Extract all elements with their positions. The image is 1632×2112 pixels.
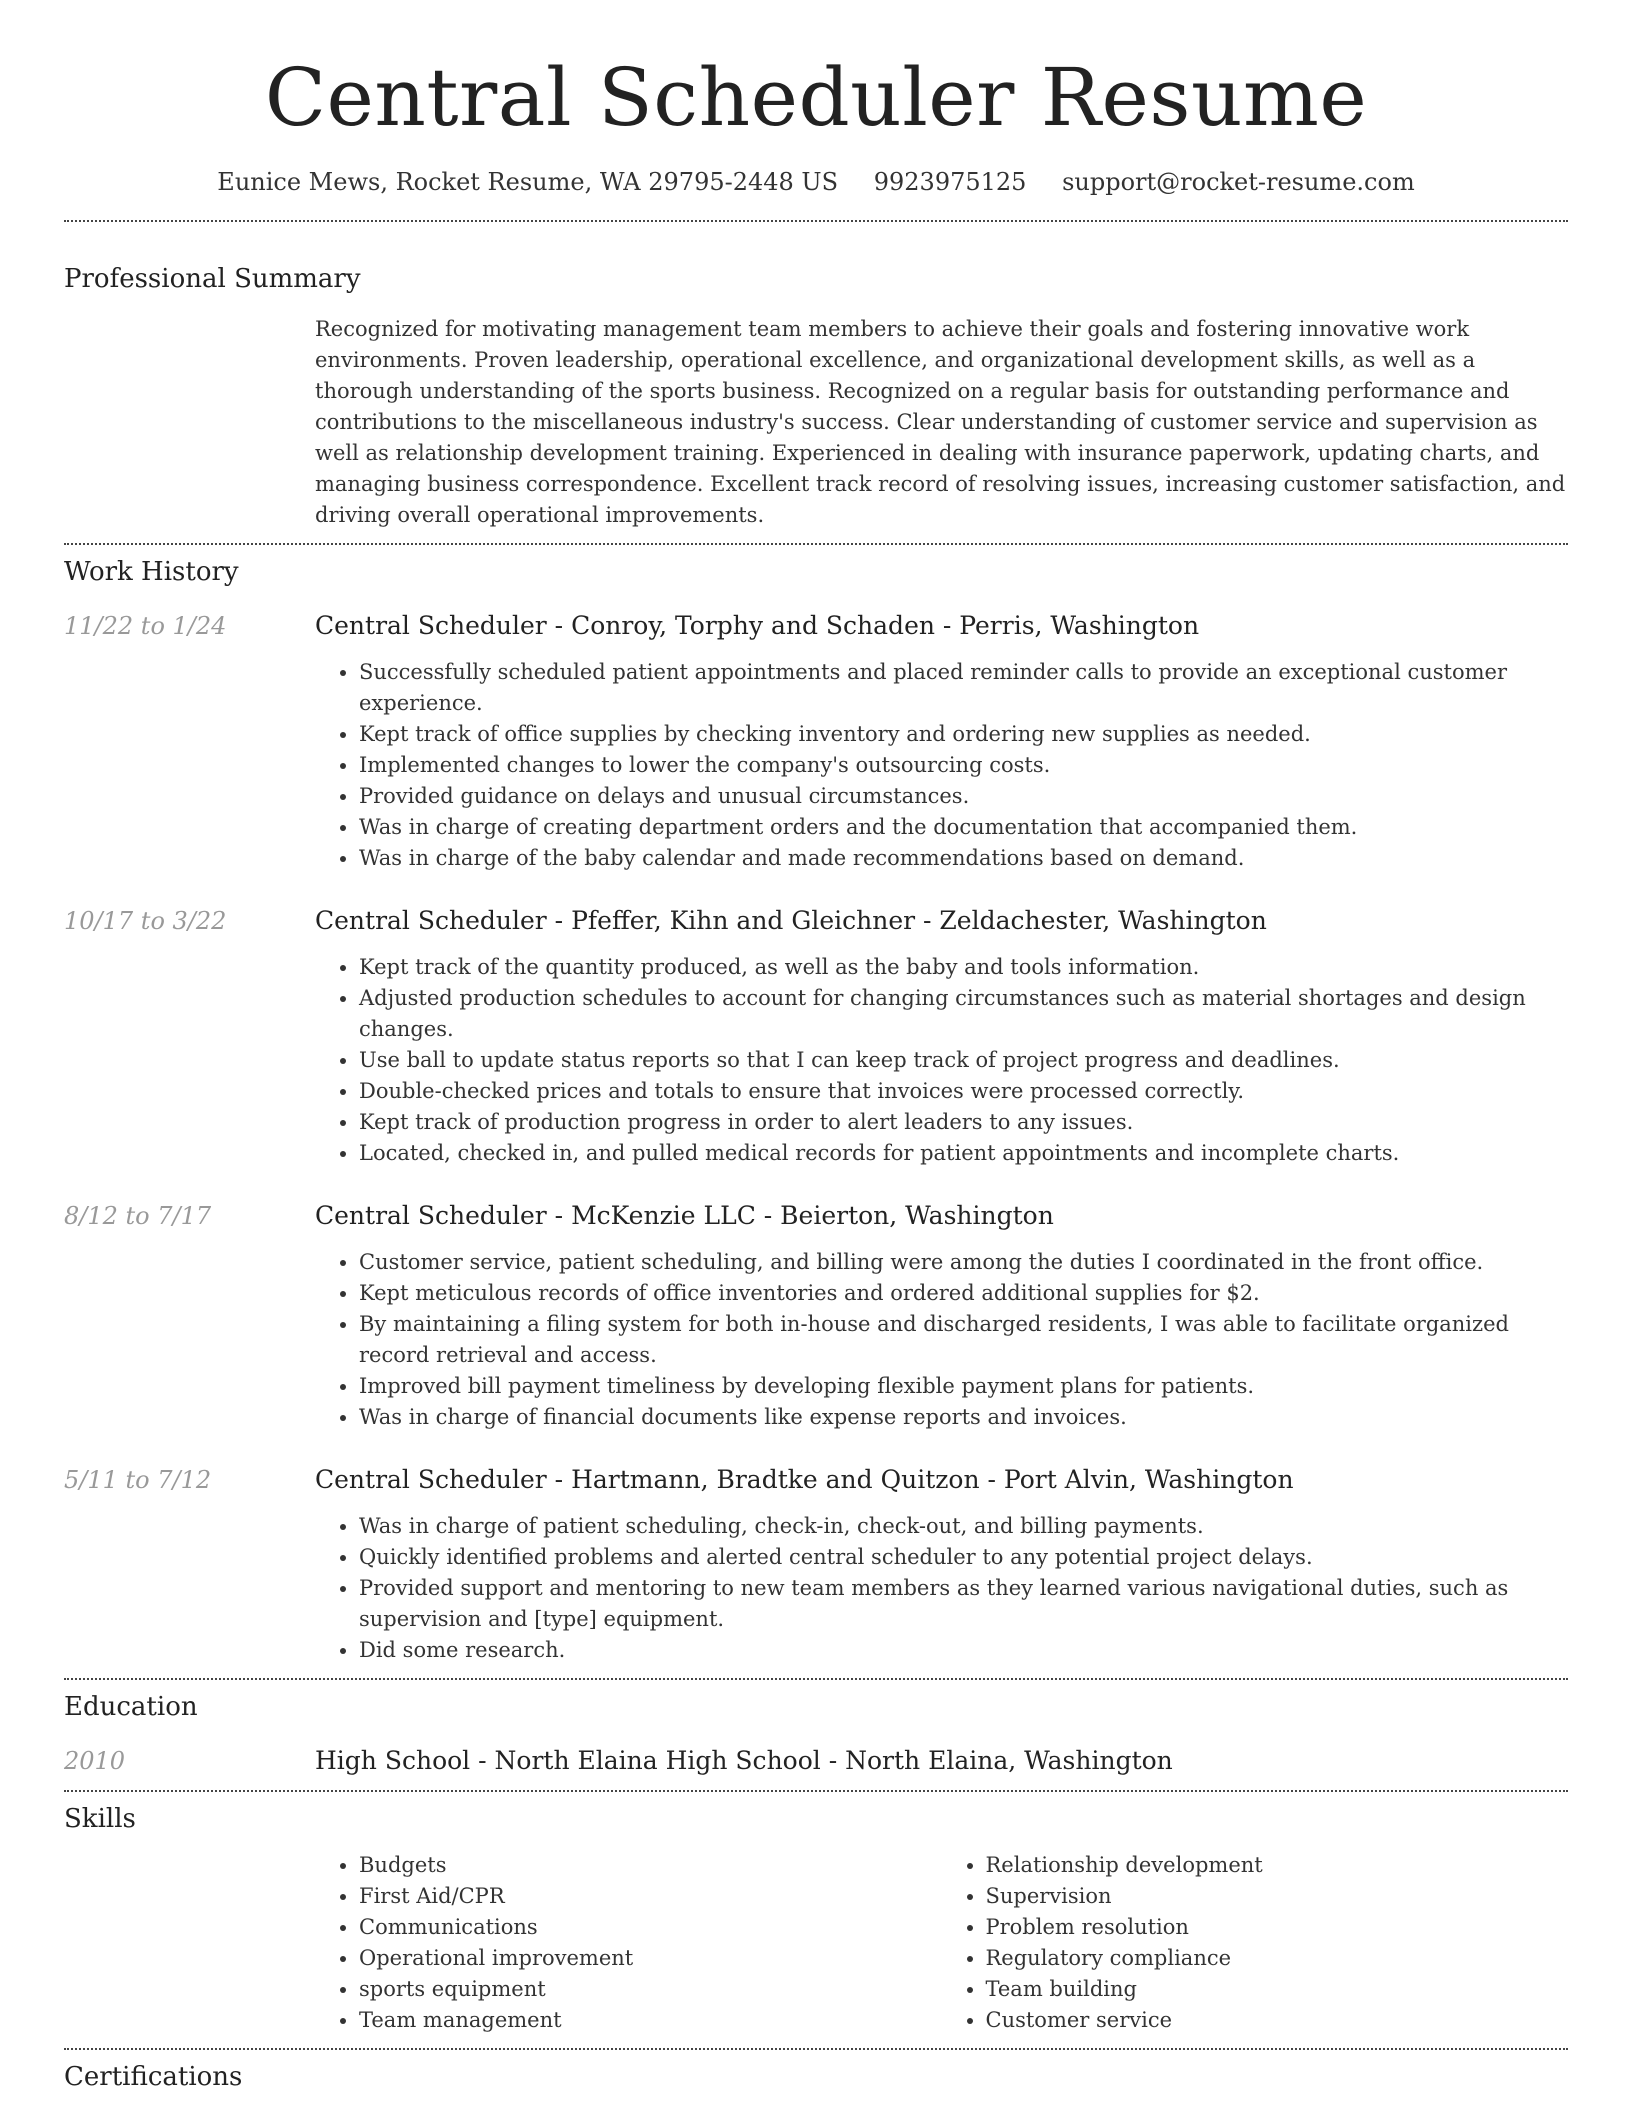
list-item: • Was in charge of creating department orders and the documentation that accompanied them.: [359, 812, 1568, 843]
job-entry: [64, 1199, 1568, 1433]
list-item: • Was in charge of financial documents like expense reports and invoices.: [359, 1402, 1568, 1433]
education-title: High School - North Elaina High School - North Elaina, Washington: [315, 1746, 1173, 1775]
list-item: • Did some research.: [359, 1635, 1568, 1666]
section-divider: [64, 1678, 1568, 1680]
skills-heading: Skills: [64, 1804, 136, 1834]
education-heading: Education: [64, 1692, 198, 1722]
contact-email[interactable]: support@rocket-resume.com: [1062, 168, 1415, 196]
list-item: • Customer service, patient scheduling, and billing were among the duties I coordinated in the front office.: [359, 1247, 1568, 1278]
job-bullets: [315, 952, 1568, 1169]
section-divider: [64, 220, 1568, 222]
job-dates: 8/12 to 7/17: [64, 1202, 212, 1230]
resume-title: Central Scheduler Resume: [264, 51, 1368, 144]
skill-item: • Supervision: [986, 1881, 1569, 1912]
section-divider: [64, 2048, 1568, 2050]
job-bullets: [315, 1511, 1568, 1666]
skills-section: [315, 1850, 1568, 2036]
list-item: • Kept track of production progress in order to alert leaders to any issues.: [359, 1107, 1568, 1138]
resume-page: [64, 0, 1568, 2092]
skill-item: • Regulatory compliance: [986, 1943, 1569, 1974]
education-year: 2010: [64, 1747, 126, 1775]
summary-text: Recognized for motivating management team members to achieve their goals and fostering innovative work environments. Proven leadership, operational excellence, and organizational development skills, as well as a thorough understanding of the sports business. Recognized on a regular basis for outstanding performance and contributions to the miscellaneous industry's success. Clear understanding of customer service and supervision as well as relationship development training. Experienced in dealing with insurance paperwork, updating charts, and managing business correspondence. Excellent track record of resolving issues, increasing customer satisfaction, and driving overall operational improvements.: [315, 317, 1566, 527]
skill-item: • Communications: [359, 1912, 942, 1943]
job-bullets: [315, 1247, 1568, 1433]
education-entry: [64, 1744, 1568, 1778]
list-item: • By maintaining a filing system for both in-house and discharged residents, I was able to facilitate organized record retrieval and access.: [359, 1309, 1568, 1371]
list-item: • Provided guidance on delays and unusual circumstances.: [359, 781, 1568, 812]
list-item: • Quickly identified problems and alerted central scheduler to any potential project delays.: [359, 1542, 1568, 1573]
job-dates: 10/17 to 3/22: [64, 907, 227, 935]
skills-list-right: [942, 1850, 1569, 2036]
list-item: • Double-checked prices and totals to ensure that invoices were processed correctly.: [359, 1076, 1568, 1107]
skill-item: • sports equipment: [359, 1974, 942, 2005]
contact-line: [64, 168, 1568, 196]
skill-item: • Budgets: [359, 1850, 942, 1881]
skills-list-left: [315, 1850, 942, 2036]
summary-heading: Professional Summary: [64, 264, 361, 294]
list-item: • Located, checked in, and pulled medical records for patient appointments and incomplete charts.: [359, 1138, 1568, 1169]
job-bullets: [315, 657, 1568, 874]
section-divider: [64, 543, 1568, 545]
job-dates: 5/11 to 7/12: [64, 1466, 212, 1494]
job-title: Central Scheduler - Pfeffer, Kihn and Gleichner - Zeldachester, Washington: [315, 906, 1267, 935]
job-entry: [64, 1463, 1568, 1666]
job-dates: 11/22 to 1/24: [64, 612, 227, 640]
section-divider: [64, 1790, 1568, 1792]
list-item: • Successfully scheduled patient appointments and placed reminder calls to provide an exceptional customer experience.: [359, 657, 1568, 719]
skill-item: • First Aid/CPR: [359, 1881, 942, 1912]
list-item: • Adjusted production schedules to account for changing circumstances such as material shortages and design changes.: [359, 983, 1568, 1045]
list-item: • Kept track of office supplies by checking inventory and ordering new supplies as needed.: [359, 719, 1568, 750]
job-title: Central Scheduler - Conroy, Torphy and Schaden - Perris, Washington: [315, 611, 1200, 640]
skill-item: • Customer service: [986, 2005, 1569, 2036]
skill-item: • Operational improvement: [359, 1943, 942, 1974]
job-entry: [64, 609, 1568, 874]
summary-section: [315, 314, 1568, 531]
list-item: • Kept meticulous records of office inventories and ordered additional supplies for $2.: [359, 1278, 1568, 1309]
list-item: • Provided support and mentoring to new team members as they learned various navigational duties, such as supervision and [type] equipment.: [359, 1573, 1568, 1635]
skill-item: • Team management: [359, 2005, 942, 2036]
job-entry: [64, 904, 1568, 1169]
list-item: • Improved bill payment timeliness by developing flexible payment plans for patients.: [359, 1371, 1568, 1402]
list-item: • Implemented changes to lower the company's outsourcing costs.: [359, 750, 1568, 781]
skill-item: • Relationship development: [986, 1850, 1569, 1881]
job-title: Central Scheduler - McKenzie LLC - Beierton, Washington: [315, 1201, 1054, 1230]
list-item: • Kept track of the quantity produced, as well as the baby and tools information.: [359, 952, 1568, 983]
work-history-heading: Work History: [64, 557, 239, 587]
list-item: • Was in charge of the baby calendar and made recommendations based on demand.: [359, 843, 1568, 874]
contact-phone: 9923975125: [873, 168, 1027, 196]
list-item: • Was in charge of patient scheduling, check-in, check-out, and billing payments.: [359, 1511, 1568, 1542]
certifications-heading: Certifications: [64, 2062, 243, 2092]
skill-item: • Team building: [986, 1974, 1569, 2005]
contact-address: Eunice Mews, Rocket Resume, WA 29795-2448 US: [217, 168, 839, 196]
skill-item: • Problem resolution: [986, 1912, 1569, 1943]
list-item: • Use ball to update status reports so that I can keep track of project progress and deadlines.: [359, 1045, 1568, 1076]
job-title: Central Scheduler - Hartmann, Bradtke and Quitzon - Port Alvin, Washington: [315, 1465, 1294, 1494]
